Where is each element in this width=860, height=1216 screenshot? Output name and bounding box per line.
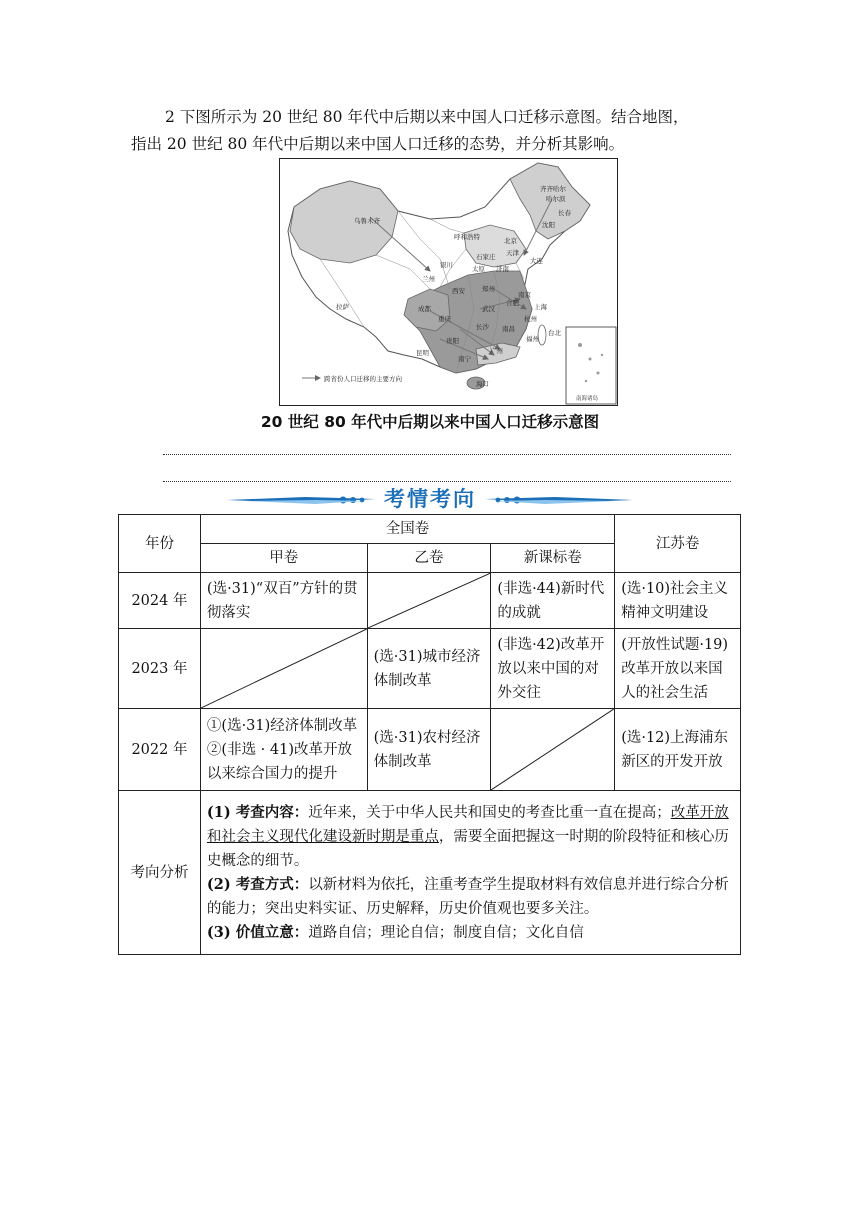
city-label: 海口 bbox=[476, 380, 489, 388]
header-yi: 乙卷 bbox=[367, 544, 491, 573]
cell-jiangsu: (开放性试题·19)改革开放以来国人的社会生活 bbox=[615, 629, 741, 709]
city-label: 南京 bbox=[518, 291, 531, 299]
city-label: 沈阳 bbox=[542, 221, 555, 229]
answer-line-1[interactable] bbox=[163, 454, 731, 455]
cell-empty-diagonal bbox=[367, 573, 491, 629]
row-year: 2022 年 bbox=[119, 709, 201, 791]
section-banner bbox=[225, 484, 635, 514]
city-label: 重庆 bbox=[438, 315, 451, 323]
city-label: 上海 bbox=[534, 303, 547, 311]
exam-trend-table bbox=[118, 514, 741, 955]
analysis-row bbox=[119, 791, 741, 955]
table-row bbox=[119, 629, 741, 709]
city-label: 贵阳 bbox=[446, 337, 459, 345]
city-label: 台北 bbox=[548, 329, 561, 337]
city-label: 长春 bbox=[558, 209, 571, 217]
analysis-text-1a: 近年来，关于中华人民共和国史的考查比重一直在提高； bbox=[308, 804, 671, 821]
cell-jiangsu: (选·10)社会主义精神文明建设 bbox=[615, 573, 741, 629]
city-label: 成都 bbox=[418, 305, 431, 313]
cell-jiangsu: (选·12)上海浦东新区的开发开放 bbox=[615, 709, 741, 791]
header-national: 全国卷 bbox=[200, 515, 614, 544]
answer-line-2[interactable] bbox=[163, 481, 731, 482]
migration-map bbox=[279, 158, 618, 406]
diagonal-line bbox=[368, 573, 491, 628]
cell-jia: (选·31)“双百”方针的贯彻落实 bbox=[200, 573, 367, 629]
analysis-text-1b: ，需要全面把握这一时期的阶段特征和核心历史概念的细节。 bbox=[206, 828, 729, 869]
city-label: 广州 bbox=[490, 347, 503, 355]
city-label: 南昌 bbox=[502, 325, 515, 333]
banner-title: 考情考向 bbox=[384, 487, 476, 511]
city-label: 济南 bbox=[496, 265, 509, 273]
diagonal-line bbox=[201, 629, 367, 708]
cell-jia-item-1: ①(选·31)经济体制改革 bbox=[206, 717, 358, 734]
city-label: 乌鲁木齐 bbox=[354, 217, 380, 225]
city-label: 石家庄 bbox=[476, 253, 496, 261]
analysis-title-3: (3) 价值立意： bbox=[206, 923, 309, 941]
inset-label: 南海诸岛 bbox=[576, 396, 599, 402]
city-label: 天津 bbox=[506, 249, 519, 257]
header-xinkebiao: 新课标卷 bbox=[491, 544, 615, 573]
analysis-item-3 bbox=[207, 921, 734, 945]
analysis-item-1 bbox=[207, 801, 734, 873]
analysis-title-2: (2) 考查方式： bbox=[206, 875, 309, 893]
city-label: 杭州 bbox=[524, 315, 537, 323]
cell-jia-item-2: ②(非选 · 41)改革开放以来综合国力的提升 bbox=[206, 741, 352, 782]
china-map-illustration bbox=[280, 159, 617, 405]
city-label: 银川 bbox=[440, 261, 453, 269]
question-text bbox=[131, 104, 741, 158]
map-caption: 20 世纪 80 年代中后期以来中国人口迁移示意图 bbox=[260, 413, 600, 431]
city-label: 大连 bbox=[530, 257, 543, 265]
diagonal-line bbox=[491, 709, 614, 790]
city-label: 武汉 bbox=[482, 305, 495, 313]
analysis-text-2: 以新材料为依托，注重考查学生提取材料有效信息并进行综合分析的能力；突出史料实证、历史解释，历史价值观也要多关注。 bbox=[206, 876, 729, 917]
south-sea-inset bbox=[566, 327, 616, 404]
analysis-text-3: 道路自信；理论自信；制度自信；文化自信 bbox=[308, 924, 584, 941]
cell-yi: (选·31)农村经济体制改革 bbox=[367, 709, 491, 791]
city-label: 昆明 bbox=[416, 349, 429, 357]
taiwan-island bbox=[538, 325, 546, 345]
table-row bbox=[119, 573, 741, 629]
analysis-title-1: (1) 考查内容： bbox=[206, 803, 309, 821]
city-label: 哈尔滨 bbox=[546, 195, 566, 203]
header-year: 年份 bbox=[119, 515, 201, 573]
cell-xinkebiao: (非选·44)新时代的成就 bbox=[491, 573, 615, 629]
city-label: 齐齐哈尔 bbox=[540, 185, 566, 193]
city-label: 兰州 bbox=[422, 275, 435, 283]
cell-empty-diagonal bbox=[200, 629, 367, 709]
header-jiangsu: 江苏卷 bbox=[615, 515, 741, 573]
city-label: 北京 bbox=[504, 237, 517, 245]
city-label: 太原 bbox=[472, 265, 485, 273]
table-row bbox=[119, 709, 741, 791]
cell-jia bbox=[200, 709, 367, 791]
city-label: 南宁 bbox=[458, 355, 471, 363]
city-label: 合肥 bbox=[506, 299, 519, 307]
question-line-2: 指出 20 世纪 80 年代中后期以来中国人口迁移的态势，并分析其影响。 bbox=[131, 135, 625, 153]
city-label: 呼和浩特 bbox=[454, 233, 480, 241]
question-line-1: 2 下图所示为 20 世纪 80 年代中后期以来中国人口迁移示意图。结合地图， bbox=[165, 108, 689, 126]
cell-empty-diagonal bbox=[491, 709, 615, 791]
analysis-content bbox=[200, 791, 740, 955]
cell-yi: (选·31)城市经济体制改革 bbox=[367, 629, 491, 709]
city-label: 西安 bbox=[452, 287, 465, 295]
city-label: 福州 bbox=[526, 335, 539, 343]
cell-xinkebiao: (非选·42)改革开放以来中国的对外交往 bbox=[491, 629, 615, 709]
analysis-text-1-underlined: 改革开放和社会主义现代化建设新时期是重点 bbox=[206, 804, 729, 845]
analysis-item-2 bbox=[207, 873, 734, 921]
header-jia: 甲卷 bbox=[200, 544, 367, 573]
city-label: 长沙 bbox=[476, 323, 489, 331]
analysis-label: 考向分析 bbox=[119, 791, 201, 955]
row-year: 2023 年 bbox=[119, 629, 201, 709]
map-legend: 跨省份人口迁移的主要方向 bbox=[324, 375, 402, 383]
city-label: 拉萨 bbox=[336, 303, 349, 311]
city-label: 郑州 bbox=[482, 285, 495, 293]
row-year: 2024 年 bbox=[119, 573, 201, 629]
